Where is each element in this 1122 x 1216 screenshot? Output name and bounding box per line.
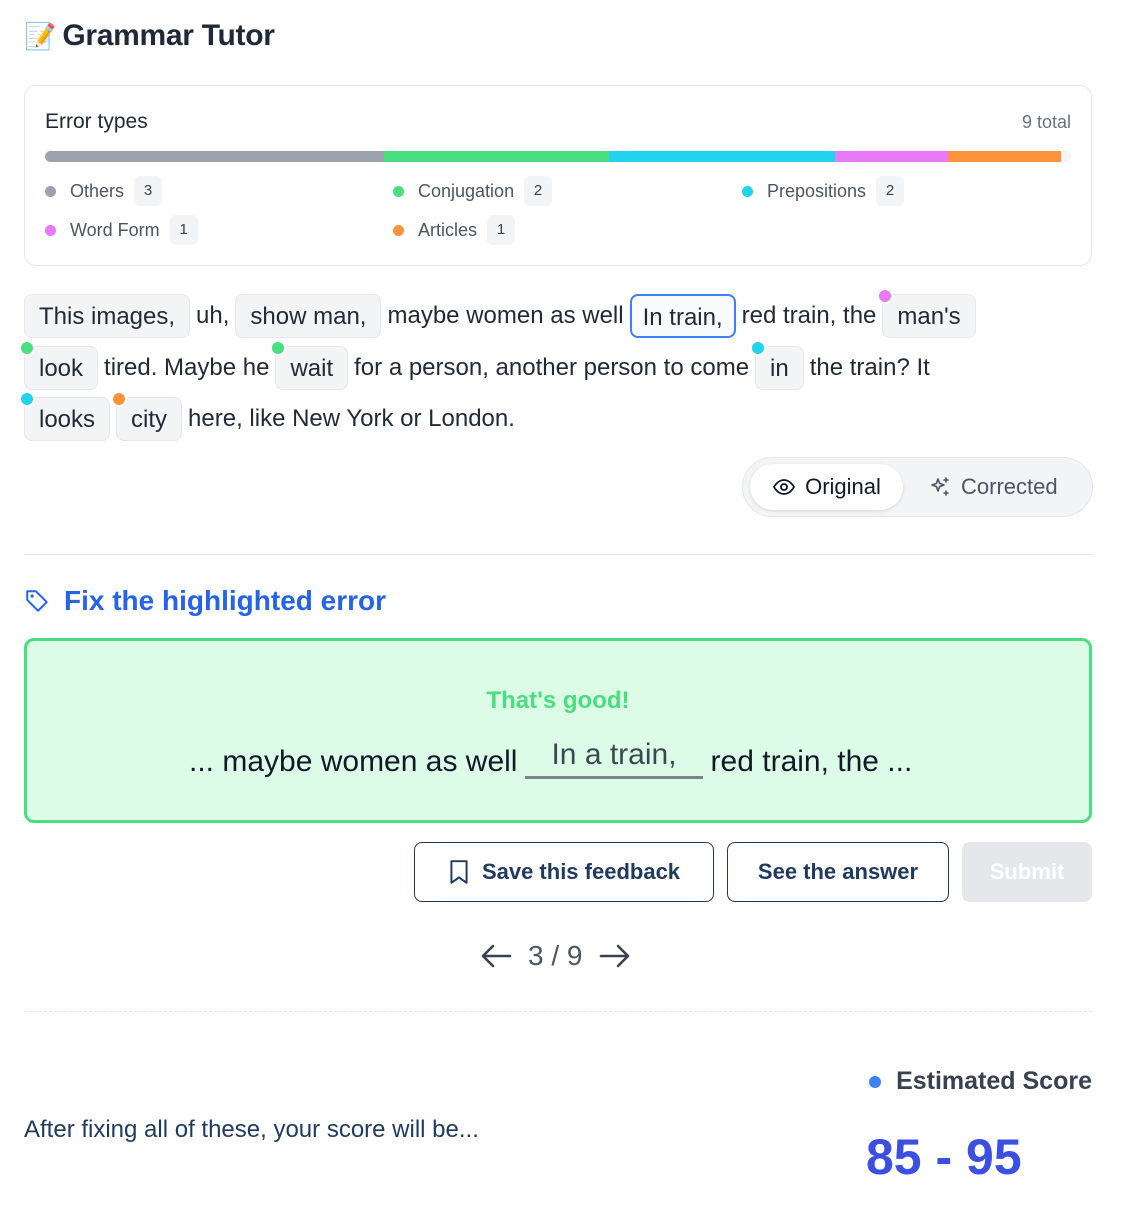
- word-form-dot: [45, 225, 56, 236]
- articles-dot: [393, 225, 404, 236]
- passage-line: [24, 346, 936, 390]
- chip-label: city: [131, 406, 168, 433]
- passage-text-segment: maybe women as well: [387, 302, 624, 329]
- eye-icon: [772, 475, 796, 499]
- prepositions-dot: [742, 186, 753, 197]
- section-divider: [24, 554, 1092, 555]
- chip-label: look: [39, 355, 84, 382]
- error-total: 9 total: [1021, 112, 1071, 132]
- passage-text-segment: tired. Maybe he: [104, 354, 270, 381]
- tag-icon: [24, 588, 50, 614]
- legend-label: Word Form: [70, 219, 160, 240]
- answer-feedback-box: [24, 638, 1092, 823]
- answer-input[interactable]: In a train,: [525, 738, 702, 779]
- page-indicator: [528, 940, 583, 972]
- page-current: 3: [528, 940, 544, 971]
- page-title: Grammar Tutor: [62, 19, 275, 52]
- feedback-message: That's good!: [486, 687, 630, 714]
- fix-heading: [24, 585, 386, 617]
- see-answer-button[interactable]: [727, 842, 949, 902]
- legend-count: 2: [876, 176, 904, 206]
- passage-line: [24, 397, 521, 441]
- page-separator: /: [551, 940, 560, 971]
- legend-conjugation[interactable]: [393, 176, 552, 206]
- context-after: red train, the ...: [710, 745, 913, 778]
- error-chip[interactable]: [755, 346, 804, 390]
- error-types-title: Error types: [45, 110, 148, 133]
- sparkles-icon: [928, 475, 952, 499]
- conjugation-marker: [270, 340, 286, 356]
- chip-label: wait: [290, 355, 334, 382]
- bookmark-icon: [448, 859, 470, 885]
- preposition-marker: [19, 391, 35, 407]
- legend-label: Prepositions: [767, 180, 867, 201]
- submit-button[interactable]: [962, 842, 1092, 902]
- article-marker: [111, 391, 127, 407]
- conjugation-marker: [19, 340, 35, 356]
- chip-label: looks: [39, 406, 96, 433]
- word-form-marker: [877, 288, 893, 304]
- error-chip[interactable]: This images,: [24, 294, 190, 338]
- legend-count: 1: [170, 215, 198, 245]
- others-dot: [45, 186, 56, 197]
- legend-label: Articles: [418, 219, 478, 240]
- error-chip[interactable]: [882, 294, 975, 338]
- arrow-left-icon[interactable]: [478, 941, 514, 971]
- bar-segment-others: [45, 151, 384, 162]
- see-answer-label: See the answer: [757, 859, 919, 884]
- passage-line: [24, 294, 976, 338]
- estimated-score-label: [869, 1067, 1092, 1096]
- error-chip-active[interactable]: In train,: [630, 294, 736, 338]
- error-chip[interactable]: [275, 346, 348, 390]
- chip-label: man's: [897, 303, 961, 330]
- bar-segment-conjugation: [384, 151, 610, 162]
- answer-sentence: [189, 738, 912, 779]
- submit-label: Submit: [989, 859, 1065, 884]
- pagination: [478, 940, 633, 972]
- toggle-original[interactable]: [750, 464, 903, 510]
- estimated-score-value: 85 - 95: [866, 1129, 1022, 1185]
- legend-others[interactable]: [45, 176, 162, 206]
- toggle-corrected-label: Corrected: [961, 474, 1058, 499]
- chip-label: in: [770, 355, 789, 382]
- bar-segment-articles: [948, 151, 1061, 162]
- page-total: 9: [566, 940, 583, 971]
- save-feedback-label: Save this feedback: [481, 859, 681, 884]
- legend-count: 2: [524, 176, 552, 206]
- score-note: After fixing all of these, your score will be...: [24, 1116, 479, 1143]
- conjugation-dot: [393, 186, 404, 197]
- legend-label: Conjugation: [418, 180, 515, 201]
- memo-icon: 📝: [24, 21, 57, 51]
- score-divider: [24, 1011, 1092, 1012]
- error-chip[interactable]: show man,: [235, 294, 381, 338]
- toggle-corrected[interactable]: [928, 464, 1058, 510]
- app-header: [24, 18, 275, 54]
- legend-count: 1: [487, 215, 515, 245]
- legend-count: 3: [134, 176, 162, 206]
- estimated-score-text: Estimated Score: [896, 1067, 1092, 1095]
- legend-word-form[interactable]: [45, 215, 198, 245]
- legend-label: Others: [70, 180, 125, 201]
- bar-segment-word-form: [835, 151, 948, 162]
- fix-heading-label: Fix the highlighted error: [64, 585, 387, 616]
- error-chip[interactable]: [24, 346, 98, 390]
- arrow-right-icon[interactable]: [597, 941, 633, 971]
- passage-text-segment: uh,: [196, 302, 230, 329]
- score-dot: [869, 1076, 881, 1088]
- passage-text-segment: red train, the: [741, 302, 877, 329]
- context-before: ... maybe women as well: [189, 745, 518, 778]
- passage-text-segment: for a person, another person to come: [354, 354, 750, 381]
- error-types-card: [24, 85, 1092, 266]
- passage-text-segment: the train? It: [809, 354, 930, 381]
- error-distribution-bar: [45, 151, 1071, 162]
- toggle-original-label: Original: [805, 474, 881, 499]
- view-toggle: [742, 457, 1093, 517]
- bar-segment-prepositions: [609, 151, 835, 162]
- save-feedback-button[interactable]: [414, 842, 714, 902]
- error-chip[interactable]: [116, 397, 182, 441]
- error-chip[interactable]: [24, 397, 110, 441]
- legend-articles[interactable]: [393, 215, 515, 245]
- preposition-marker: [750, 340, 766, 356]
- passage-text-segment: here, like New York or London.: [188, 405, 515, 432]
- legend-prepositions[interactable]: [742, 176, 904, 206]
